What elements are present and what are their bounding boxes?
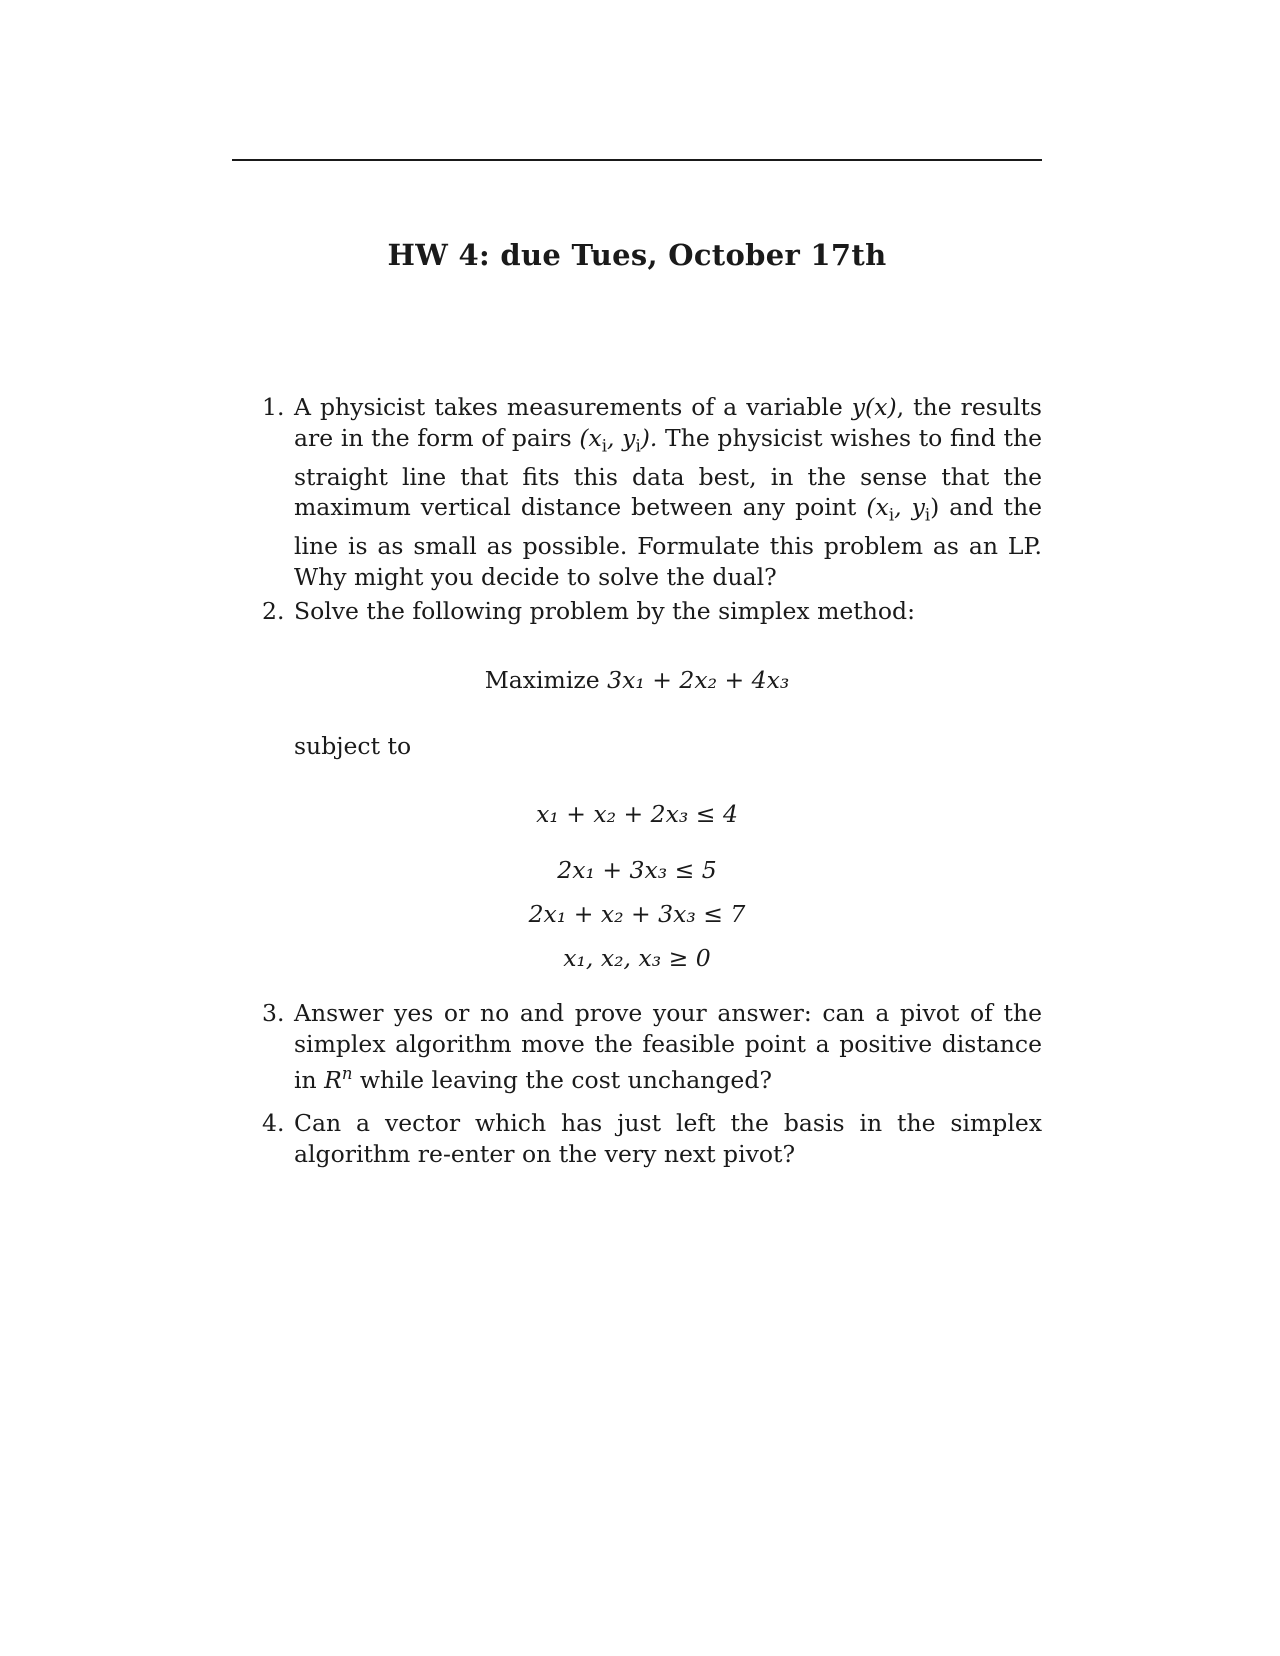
objective-function: Maximize 3x₁ + 2x₂ + 4x₃ [484,666,790,694]
page-title: HW 4: due Tues, October 17th [387,238,887,272]
constraint-2: 2x₁ + 3x₃ ≤ 5 [557,856,717,884]
constraint-1: x₁ + x₂ + 2x₃ ≤ 4 [536,800,738,828]
constraint-3: 2x₁ + x₂ + 3x₃ ≤ 7 [528,900,746,928]
problem-text: A physicist takes measurements of a variable y(x), the results are in the form of pairs ($x_i$, $y_i$). The physicist wishes to find the straight line that fits this data best, in the sense that the maximum vertical distance between any point ($x_i$, $y_i$) and the line is as small as possible. Formulate this problem as an LP. Why might you decide to solve the dual? [294,393,1042,591]
problem-number: 3. [262,999,285,1027]
problem-1 [262,392,1042,592]
problem-text: Answer yes or no and prove your answer: can a pivot of the simplex algorithm move the feasible point a positive distance in $R^n$ while leaving the cost unchanged? [294,999,1042,1094]
problem-3 [262,998,1042,1095]
top-rule [232,159,1042,161]
subject-to-label: subject to [294,732,412,760]
nonnegativity-constraint: x₁, x₂, x₃ ≥ 0 [563,944,711,972]
problem-4 [262,1108,1042,1169]
problem-text: Solve the following problem by the simplex method: [294,597,915,625]
problem-text: Can a vector which has just left the basis in the simplex algorithm re-enter on the very next pivot? [294,1109,1042,1168]
problem-number: 1. [262,393,285,421]
problem-number: 4. [262,1109,285,1137]
problem-2 [262,596,1042,627]
problem-number: 2. [262,597,285,625]
